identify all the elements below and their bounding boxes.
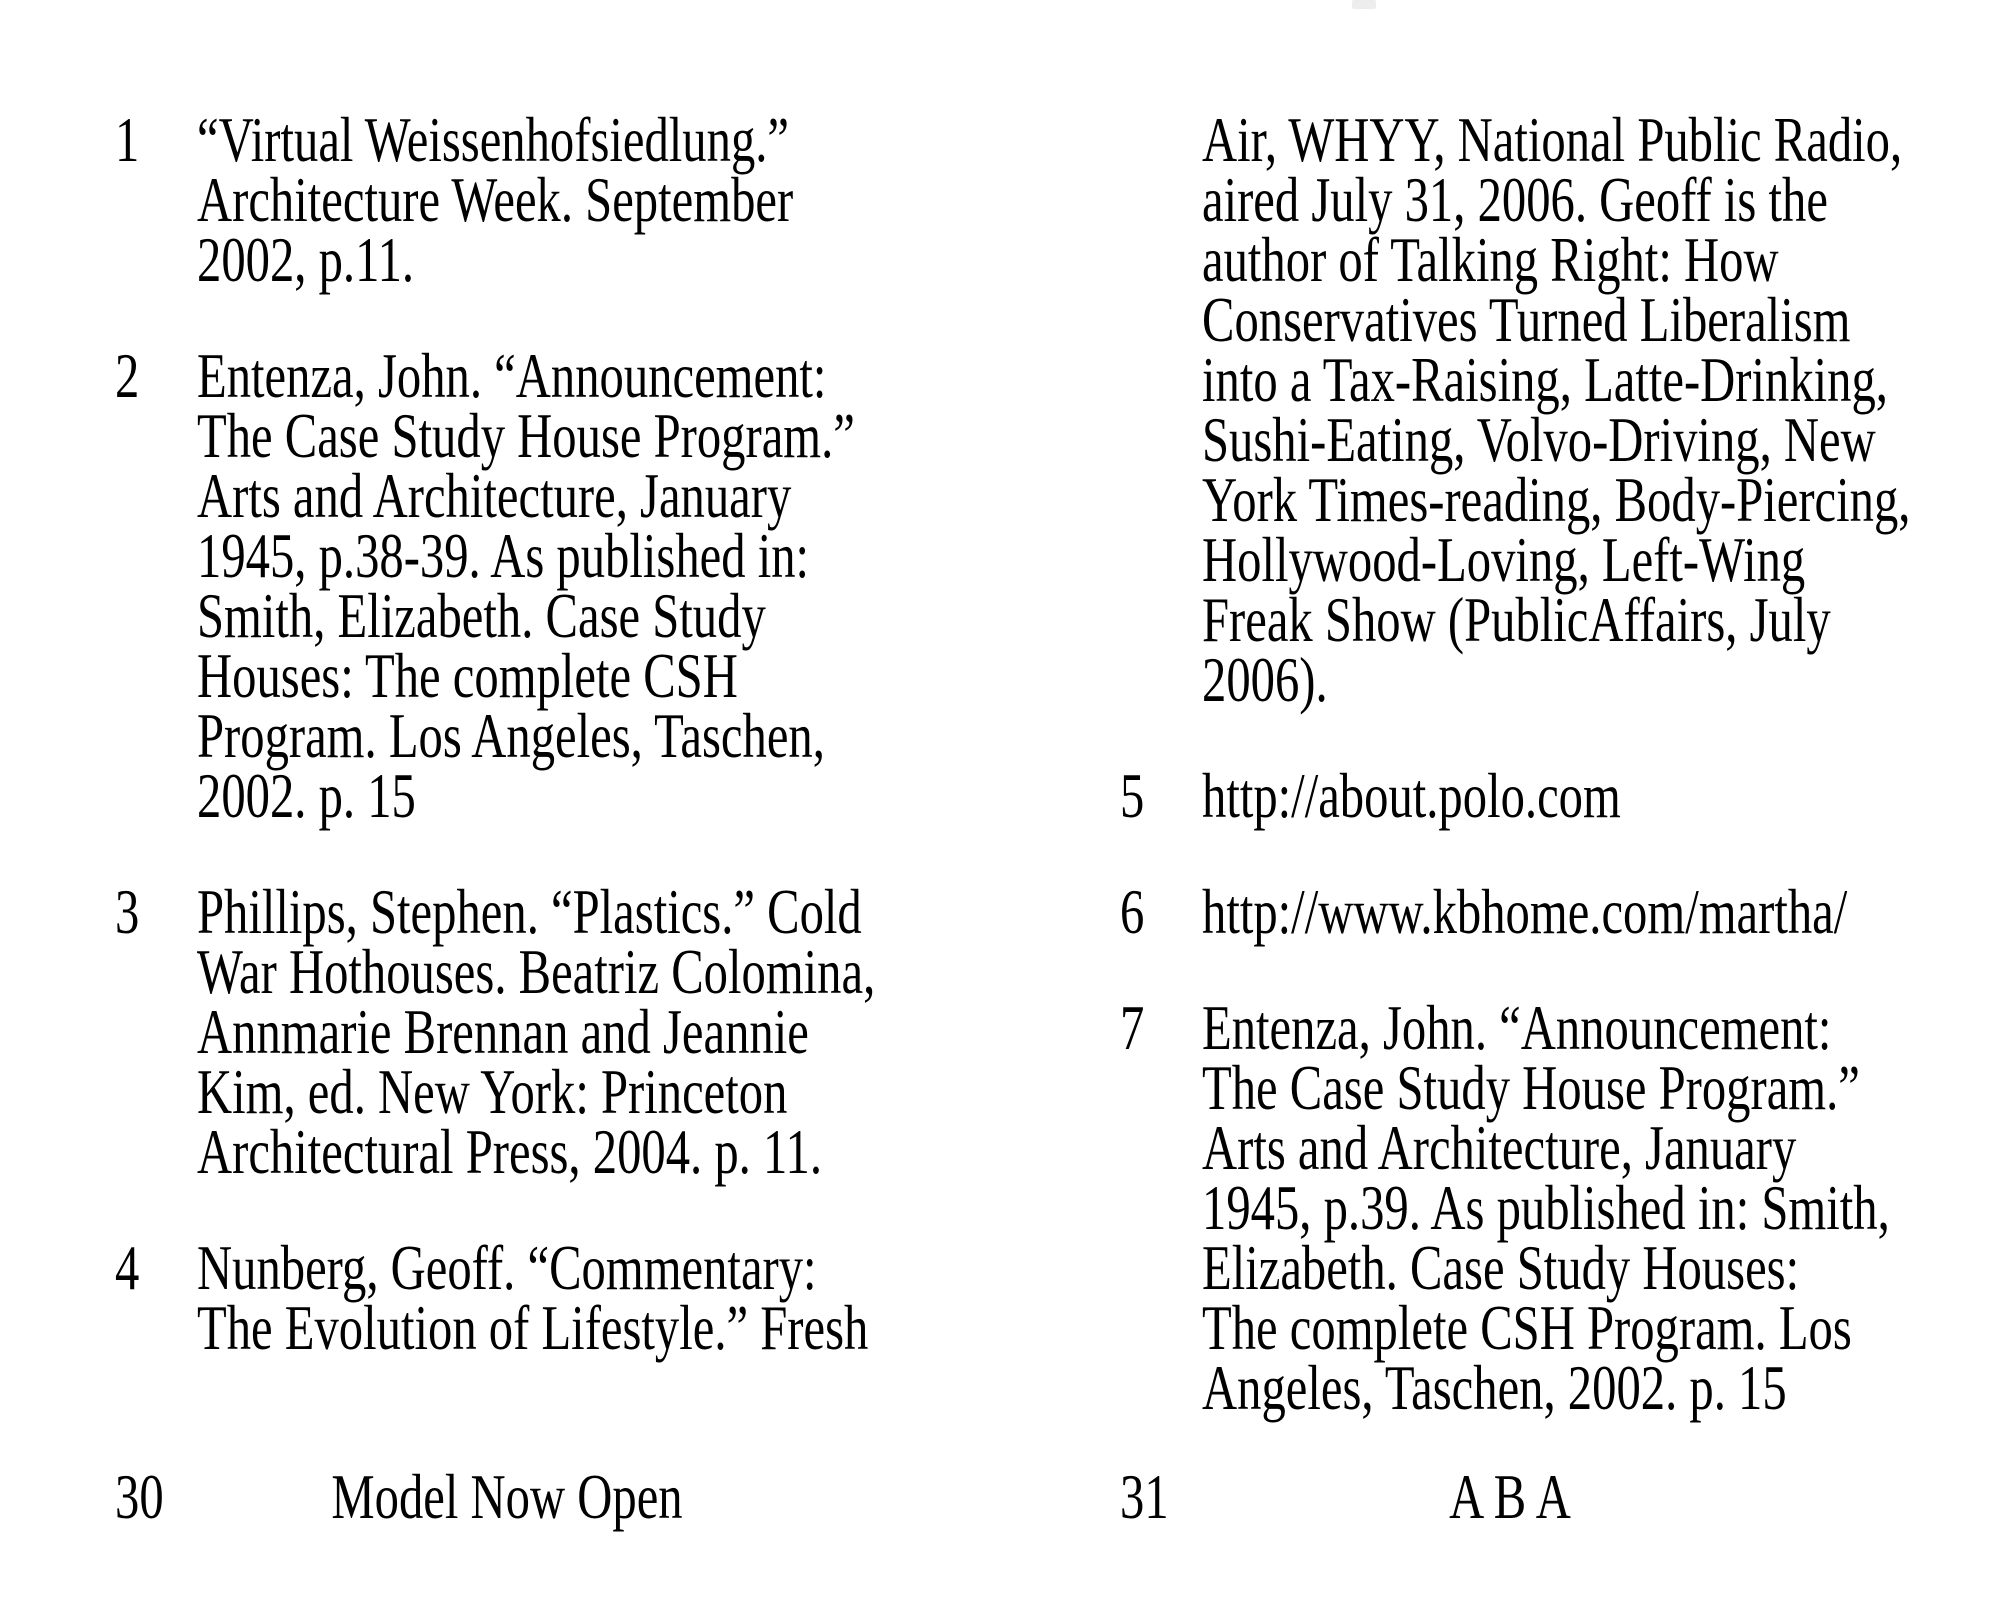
reference-line: Freak Show (PublicAffairs, July xyxy=(1202,584,1831,655)
reference-line: Conservatives Turned Liberalism xyxy=(1202,284,1851,355)
reference-text xyxy=(197,876,905,1187)
reference-line: Annmarie Brennan and Jeannie xyxy=(197,996,809,1067)
reference-line: Nunberg, Geoff. “Commentary: xyxy=(197,1232,817,1303)
reference-line: Program. Los Angeles, Taschen, xyxy=(197,700,825,771)
reference-text xyxy=(197,104,905,295)
reference-line: Angeles, Taschen, 2002. p. 15 xyxy=(1202,1352,1787,1423)
reference-number: 6 xyxy=(1120,876,1145,947)
reference-line: The Evolution of Lifestyle.” Fresh xyxy=(197,1292,869,1363)
reference-number: 5 xyxy=(1120,760,1145,831)
reference-text xyxy=(197,1232,905,1363)
reference-line: Sushi-Eating, Volvo-Driving, New xyxy=(1202,404,1876,475)
footer-title-left: Model Now Open xyxy=(331,1461,683,1532)
page-number-left: 30 xyxy=(115,1461,164,1532)
reference-number: 4 xyxy=(115,1232,140,1303)
reference-line: Entenza, John. “Announcement: xyxy=(1202,992,1832,1063)
reference-line: 1945, p.38-39. As published in: xyxy=(197,520,810,591)
reference-number: 2 xyxy=(115,340,140,411)
endnotes-column-right xyxy=(1120,104,1930,1423)
reference-number: 1 xyxy=(115,104,140,175)
reference-line: Smith, Elizabeth. Case Study xyxy=(197,580,766,651)
reference-number: 7 xyxy=(1120,992,1145,1063)
endnotes-column-left xyxy=(115,104,905,1363)
reference-line: War Hothouses. Beatriz Colomina, xyxy=(197,936,876,1007)
reference-item xyxy=(1120,876,1930,947)
reference-item xyxy=(1120,992,1930,1423)
reference-text xyxy=(1202,992,1930,1423)
reference-item xyxy=(115,104,905,295)
reference-line: Entenza, John. “Announcement: xyxy=(197,340,827,411)
reference-text xyxy=(1202,876,1930,947)
reference-item xyxy=(115,876,905,1187)
reference-line: Arts and Architecture, January xyxy=(197,460,792,531)
reference-item xyxy=(1120,760,1930,831)
scan-artifact xyxy=(1352,0,1376,9)
reference-line: Architecture Week. September xyxy=(197,164,794,235)
page-number-right: 31 xyxy=(1120,1461,1169,1532)
reference-line: The complete CSH Program. Los xyxy=(1202,1292,1852,1363)
reference-line: http://about.polo.com xyxy=(1202,760,1621,831)
reference-line: Hollywood-Loving, Left-Wing xyxy=(1202,524,1806,595)
reference-line: Architectural Press, 2004. p. 11. xyxy=(197,1116,822,1187)
reference-text xyxy=(1202,760,1930,831)
reference-line: 2002, p.11. xyxy=(197,224,415,295)
reference-item xyxy=(115,1232,905,1363)
reference-item xyxy=(115,340,905,831)
reference-line: into a Tax-Raising, Latte-Drinking, xyxy=(1202,344,1888,415)
reference-line: Phillips, Stephen. “Plastics.” Cold xyxy=(197,876,862,947)
reference-line: Houses: The complete CSH xyxy=(197,640,738,711)
reference-number: 3 xyxy=(115,876,140,947)
reference-line: Elizabeth. Case Study Houses: xyxy=(1202,1232,1800,1303)
reference-line: York Times-reading, Body-Piercing, xyxy=(1202,464,1911,535)
reference-line: 2006). xyxy=(1202,644,1328,715)
reference-text xyxy=(1202,104,1930,715)
reference-line: Air, WHYY, National Public Radio, xyxy=(1202,104,1903,175)
reference-line: The Case Study House Program.” xyxy=(197,400,855,471)
reference-line: Arts and Architecture, January xyxy=(1202,1112,1797,1183)
reference-item xyxy=(1120,104,1930,715)
reference-line: http://www.kbhome.com/martha/ xyxy=(1202,876,1848,947)
reference-line: Kim, ed. New York: Princeton xyxy=(197,1056,788,1127)
reference-text xyxy=(197,340,905,831)
reference-line: 1945, p.39. As published in: Smith, xyxy=(1202,1172,1890,1243)
reference-line: author of Talking Right: How xyxy=(1202,224,1779,295)
footer-title-right: A B A xyxy=(1449,1461,1571,1532)
reference-line: aired July 31, 2006. Geoff is the xyxy=(1202,164,1828,235)
reference-line: “Virtual Weissenhofsiedlung.” xyxy=(197,104,790,175)
reference-line: The Case Study House Program.” xyxy=(1202,1052,1860,1123)
reference-line: 2002. p. 15 xyxy=(197,760,416,831)
